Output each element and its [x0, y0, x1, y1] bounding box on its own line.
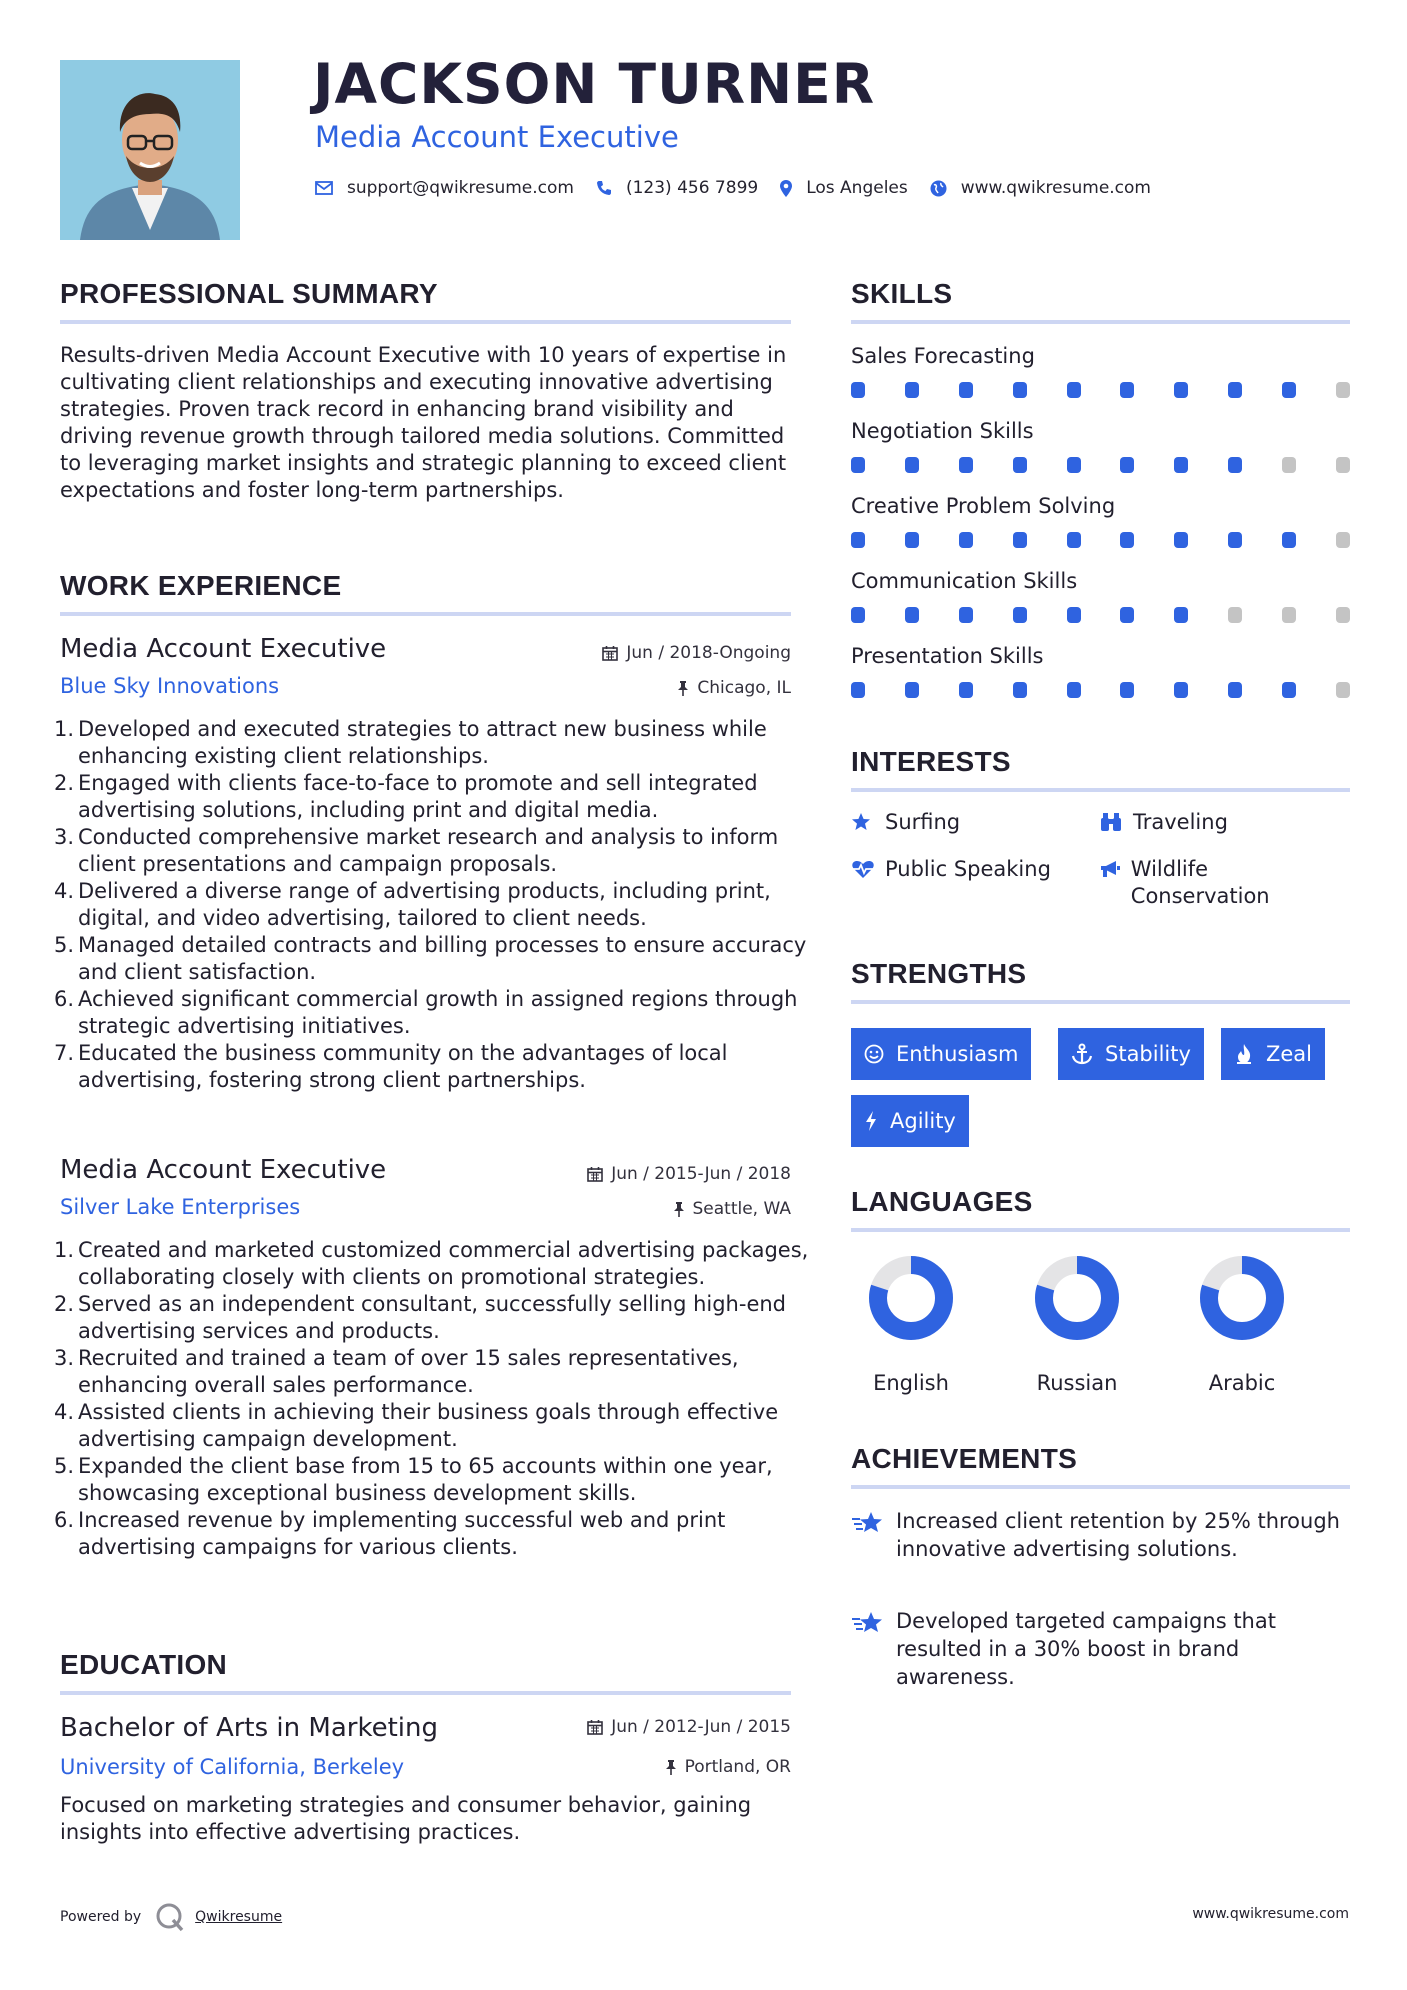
strength-label: Zeal — [1266, 1042, 1313, 1066]
heartbeat-icon — [851, 856, 885, 879]
list-number: 4. — [53, 1400, 74, 1424]
list-item — [53, 1399, 810, 1453]
summary-text: Results-driven Media Account Executive with 10 years of expertise in cultivating client relationships and executing innovative advertising strategies. Proven track record in enhancing brand visibility and driving revenue growth through tailored media solutions. Committed to leveraging market insights and strategic planning to exceed client expectations and foster long-term partnerships. — [60, 343, 787, 502]
strength-label: Enthusiasm — [896, 1042, 1019, 1066]
interest-label: Traveling — [1133, 810, 1228, 834]
skill-dot-filled — [959, 532, 973, 548]
skill-rating — [851, 607, 1350, 623]
job-1-bullets — [53, 716, 810, 1094]
envelope-icon — [315, 181, 333, 195]
skill-dot-filled — [1174, 682, 1188, 698]
contact-location — [780, 178, 908, 198]
languages-rule — [851, 1228, 1350, 1232]
skill-dot-filled — [1174, 532, 1188, 548]
smile-icon — [864, 1044, 884, 1064]
language-name: Arabic — [1208, 1371, 1276, 1395]
job-dates — [602, 643, 791, 663]
skill-dot-filled — [1067, 607, 1081, 623]
company-name: Silver Lake Enterprises — [60, 1195, 301, 1219]
contact-bar — [315, 178, 1173, 198]
skill-dot-empty — [1336, 532, 1350, 548]
skill-name: Communication Skills — [851, 569, 1078, 593]
achievements-rule — [851, 1485, 1350, 1489]
footer-powered-by — [60, 1902, 282, 1932]
list-number: 2. — [53, 771, 74, 795]
strength-label: Stability — [1105, 1042, 1191, 1066]
skill-dot-empty — [1336, 382, 1350, 398]
skill-dot-filled — [905, 382, 919, 398]
job-location-text: Chicago, IL — [697, 678, 791, 698]
qwikresume-link[interactable]: Qwikresume — [195, 1909, 283, 1925]
job-2-bullets — [53, 1237, 810, 1561]
skill-dot-filled — [905, 607, 919, 623]
achievement-text: Increased client retention by 25% through innovative advertising solutions. — [896, 1509, 1340, 1561]
list-item — [53, 986, 810, 1040]
skill-dot-filled — [959, 382, 973, 398]
strength-label: Agility — [890, 1109, 956, 1133]
contact-website[interactable] — [930, 178, 1151, 198]
skill-dot-filled — [1174, 382, 1188, 398]
list-number: 1. — [53, 717, 74, 741]
interest-label: Wildlife Conservation — [1130, 857, 1270, 908]
thumbtack-icon — [665, 1759, 677, 1775]
list-number: 1. — [53, 1238, 74, 1262]
list-item — [53, 1291, 810, 1345]
binoculars-icon — [1099, 809, 1133, 832]
language-donuts — [851, 1254, 1350, 1364]
language-name: English — [873, 1371, 949, 1395]
candidate-name: JACKSON TURNER — [313, 52, 876, 116]
skill-dot-filled — [1120, 532, 1134, 548]
list-item — [53, 878, 810, 932]
degree-title: Bachelor of Arts in Marketing — [60, 1713, 438, 1743]
list-number: 6. — [53, 987, 74, 1011]
skill-dot-filled — [1067, 382, 1081, 398]
list-number: 6. — [53, 1508, 74, 1532]
list-text: Managed detailed contracts and billing processes to ensure accuracy and client satisfaction. — [78, 933, 807, 984]
job-title: Media Account Executive — [60, 1155, 387, 1185]
education-heading: EDUCATION — [60, 1649, 228, 1680]
job-location — [677, 678, 791, 698]
skill-dot-filled — [1120, 607, 1134, 623]
skill-dot-filled — [959, 457, 973, 473]
globe-icon — [930, 180, 947, 197]
achievement-item — [851, 1507, 1351, 1563]
skill-dot-empty — [1336, 457, 1350, 473]
interest-item — [851, 856, 1051, 883]
list-text: Educated the business community on the advantages of local advertising, fostering strong client partnerships. — [78, 1041, 728, 1092]
skill-dot-empty — [1336, 682, 1350, 698]
skill-dot-filled — [1013, 682, 1027, 698]
interest-label: Public Speaking — [885, 857, 1051, 881]
skill-dot-filled — [1282, 382, 1296, 398]
list-item — [53, 1040, 810, 1094]
strength-chip — [851, 1028, 1031, 1080]
skill-dot-filled — [1013, 607, 1027, 623]
interests-heading: INTERESTS — [851, 746, 1011, 777]
education-dates — [587, 1717, 791, 1737]
skill-dot-filled — [851, 682, 865, 698]
skill-rating — [851, 532, 1350, 548]
bullhorn-icon — [1099, 856, 1131, 879]
phone-icon — [596, 180, 612, 196]
skill-dot-filled — [1067, 682, 1081, 698]
award-star-icon — [851, 1607, 896, 1635]
skill-dot-filled — [851, 607, 865, 623]
candidate-title: Media Account Executive — [315, 120, 679, 154]
interest-item — [851, 809, 960, 836]
location-text: Los Angeles — [806, 178, 908, 198]
list-text: Conducted comprehensive market research and analysis to inform client presentations and campaign proposals. — [78, 825, 779, 876]
skill-dot-filled — [1067, 457, 1081, 473]
skill-dot-filled — [1120, 457, 1134, 473]
list-text: Engaged with clients face-to-face to promote and sell integrated advertising solutions, including print and digital media. — [78, 771, 758, 822]
fire-icon — [1234, 1043, 1254, 1065]
skill-name: Negotiation Skills — [851, 419, 1034, 443]
skill-name: Creative Problem Solving — [851, 494, 1116, 518]
job-dates-text: Jun / 2015-Jun / 2018 — [611, 1164, 791, 1184]
languages-heading: LANGUAGES — [851, 1186, 1033, 1217]
thumbtack-icon — [677, 680, 689, 696]
skill-dot-filled — [1228, 457, 1242, 473]
skill-dot-empty — [1336, 607, 1350, 623]
skill-dot-filled — [851, 382, 865, 398]
job-dates-text: Jun / 2018-Ongoing — [626, 643, 791, 663]
skill-dot-empty — [1228, 607, 1242, 623]
job-location — [673, 1199, 792, 1219]
skill-dot-filled — [959, 607, 973, 623]
list-number: 3. — [53, 1346, 74, 1370]
list-number: 4. — [53, 879, 74, 903]
list-text: Created and marketed customized commercial advertising packages, collaborating closely with clients on promotional strategies. — [78, 1238, 809, 1289]
qwikresume-logo-icon — [155, 1902, 185, 1932]
achievement-item — [851, 1607, 1351, 1691]
award-star-icon — [851, 1507, 896, 1535]
anchor-icon — [1071, 1043, 1093, 1065]
interest-item — [1099, 809, 1228, 836]
phone-text: (123) 456 7899 — [625, 178, 759, 198]
list-item — [53, 1453, 810, 1507]
calendar-icon — [602, 645, 618, 661]
list-item — [53, 1507, 810, 1561]
list-item — [53, 716, 810, 770]
skill-dot-filled — [1013, 532, 1027, 548]
job-location-text: Seattle, WA — [692, 1199, 791, 1219]
skill-dot-filled — [905, 532, 919, 548]
skills-rule — [851, 320, 1350, 324]
calendar-icon — [587, 1166, 603, 1182]
list-item — [53, 824, 810, 878]
map-pin-icon — [780, 180, 792, 197]
language-name: Russian — [1036, 1371, 1118, 1395]
email-text: support@qwikresume.com — [347, 178, 574, 198]
experience-heading: WORK EXPERIENCE — [60, 570, 342, 601]
skill-dot-filled — [959, 682, 973, 698]
skill-dot-filled — [1282, 682, 1296, 698]
skill-rating — [851, 382, 1350, 398]
list-number: 5. — [53, 933, 74, 957]
list-number: 3. — [53, 825, 74, 849]
bolt-icon — [864, 1110, 878, 1132]
list-item — [53, 770, 810, 824]
skill-dot-filled — [1120, 382, 1134, 398]
skill-dot-filled — [1282, 532, 1296, 548]
skill-dot-filled — [905, 457, 919, 473]
skill-rating — [851, 457, 1350, 473]
experience-rule — [60, 612, 791, 616]
job-title: Media Account Executive — [60, 634, 387, 664]
skill-name: Sales Forecasting — [851, 344, 1035, 368]
school-name: University of California, Berkeley — [60, 1755, 405, 1779]
achievements-heading: ACHIEVEMENTS — [851, 1443, 1078, 1474]
skill-dot-empty — [1282, 607, 1296, 623]
list-text: Increased revenue by implementing successful web and print advertising campaigns for various clients. — [78, 1508, 726, 1559]
list-text: Delivered a diverse range of advertising products, including print, digital, and video advertising, tailored to client needs. — [78, 879, 771, 930]
list-number: 2. — [53, 1292, 74, 1316]
list-text: Expanded the client base from 15 to 65 accounts within one year, showcasing exceptional business development skills. — [78, 1454, 773, 1505]
contact-email[interactable] — [315, 178, 574, 198]
list-item — [53, 1345, 810, 1399]
list-text: Recruited and trained a team of over 15 sales representatives, enhancing overall sales performance. — [78, 1346, 739, 1397]
education-dates-text: Jun / 2012-Jun / 2015 — [611, 1717, 791, 1737]
footer-url[interactable]: www.qwikresume.com — [1192, 1906, 1349, 1922]
powered-by-label: Powered by — [60, 1909, 142, 1925]
skill-dot-filled — [1013, 382, 1027, 398]
job-dates — [587, 1164, 791, 1184]
skill-dot-filled — [1228, 532, 1242, 548]
achievement-text: Developed targeted campaigns that resulted in a 30% boost in brand awareness. — [896, 1609, 1276, 1689]
contact-phone[interactable] — [596, 178, 758, 198]
education-rule — [60, 1691, 791, 1695]
list-number: 5. — [53, 1454, 74, 1478]
summary-rule — [60, 320, 791, 324]
skill-dot-filled — [1228, 682, 1242, 698]
skill-dot-filled — [1174, 457, 1188, 473]
skill-dot-filled — [1120, 682, 1134, 698]
skill-dot-filled — [1013, 457, 1027, 473]
list-text: Developed and executed strategies to attract new business while enhancing existing client relationships. — [78, 717, 767, 768]
skill-dot-empty — [1282, 457, 1296, 473]
interest-item — [1099, 856, 1339, 910]
strength-chip — [1221, 1028, 1325, 1080]
skill-dot-filled — [1228, 382, 1242, 398]
skill-dot-filled — [851, 457, 865, 473]
strengths-heading: STRENGTHS — [851, 958, 1027, 989]
list-text: Assisted clients in achieving their business goals through effective advertising campaign development. — [78, 1400, 779, 1451]
interest-label: Surfing — [885, 810, 961, 834]
list-item — [53, 932, 810, 986]
interests-rule — [851, 788, 1350, 792]
skill-name: Presentation Skills — [851, 644, 1044, 668]
skill-dot-filled — [1174, 607, 1188, 623]
education-description: Focused on marketing strategies and consumer behavior, gaining insights into effective advertising practices. — [60, 1793, 752, 1844]
calendar-icon — [587, 1719, 603, 1735]
skills-heading: SKILLS — [851, 278, 953, 309]
profile-photo — [60, 60, 240, 240]
skill-dot-filled — [851, 532, 865, 548]
skill-dot-filled — [905, 682, 919, 698]
skill-dot-filled — [1067, 532, 1081, 548]
summary-heading: PROFESSIONAL SUMMARY — [60, 278, 438, 309]
education-location — [665, 1757, 791, 1777]
list-number: 7. — [53, 1041, 74, 1065]
strength-chip — [851, 1095, 969, 1147]
thumbtack-icon — [673, 1201, 685, 1217]
skill-rating — [851, 682, 1350, 698]
strength-chip — [1058, 1028, 1204, 1080]
education-location-text: Portland, OR — [684, 1757, 791, 1777]
strengths-rule — [851, 1000, 1350, 1004]
list-text: Achieved significant commercial growth in assigned regions through strategic advertising initiatives. — [78, 987, 798, 1038]
website-text: www.qwikresume.com — [960, 178, 1151, 198]
list-text: Served as an independent consultant, successfully selling high-end advertising services and products. — [78, 1292, 787, 1343]
company-name: Blue Sky Innovations — [60, 674, 280, 698]
star-icon — [851, 809, 885, 832]
list-item — [53, 1237, 810, 1291]
